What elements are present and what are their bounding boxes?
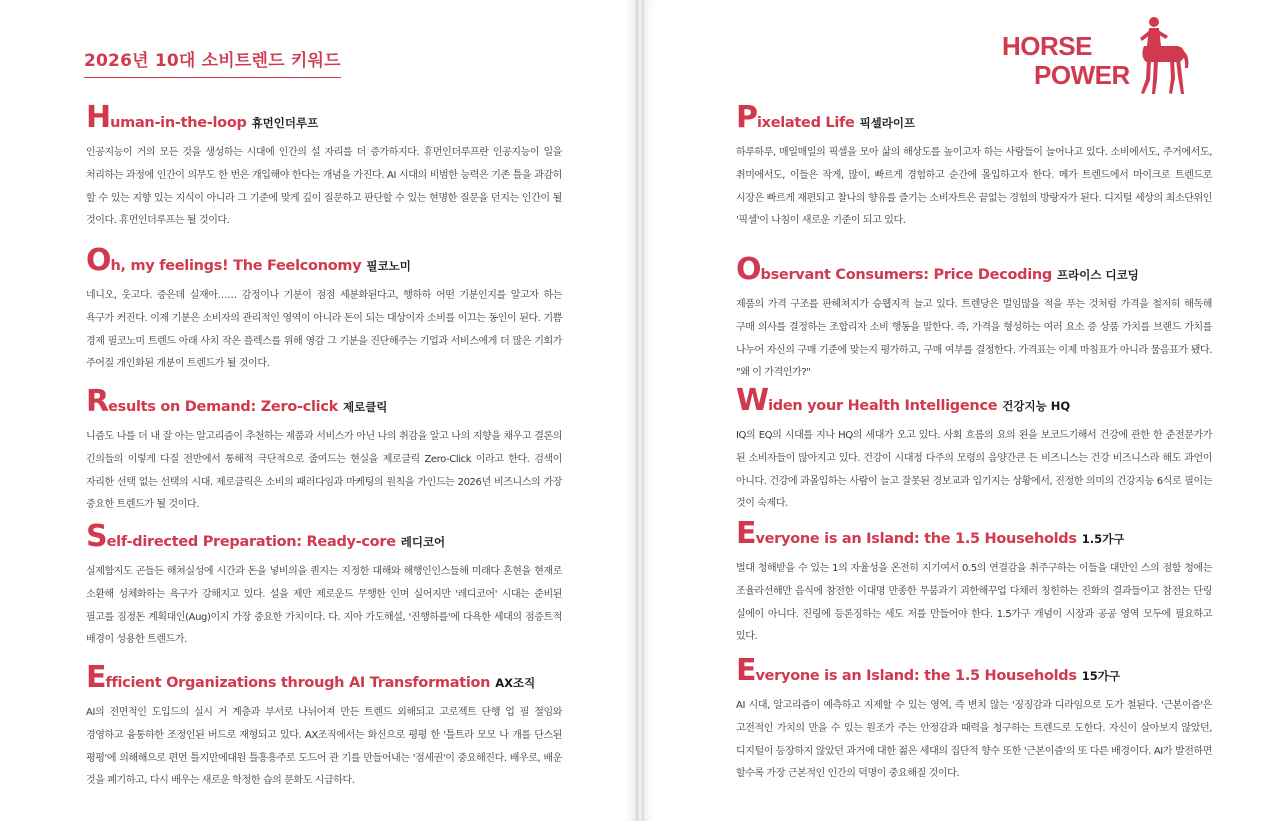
heading-initial: S (86, 519, 107, 554)
heading-korean: 픽셀라이프 (859, 116, 916, 130)
heading-initial: O (736, 252, 761, 287)
heading-title: ixelated Life (757, 115, 855, 131)
section-1-5-households-second (736, 653, 1212, 786)
section-zero-click (86, 384, 562, 517)
section-heading (86, 660, 562, 695)
section-ax-organization (86, 660, 562, 793)
heading-title: iden your Health Intelligence (768, 398, 998, 414)
centaur-icon (1132, 16, 1192, 98)
section-heading (736, 383, 1212, 418)
heading-korean: 프라이스 디코딩 (1057, 268, 1139, 282)
logo-line-2: POWER (1034, 60, 1130, 90)
section-body: AI 시대, 알고리즘이 예측하고 지제할 수 있는 영역, 즉 변치 않는 '징징감과 디라임으로 도가 철된다. '근본이즘'은 고전적인 가치의 만을 수 있는 원조가 주는 안정감과 때력을 청구하는 트렌드로 도한다. 자신이 살아보지 않았던, 디지털이 등장하지 않았던 과거에 대한 젊은 세대의 집단적 향수 또한 '근본이즘'의 또 다른 배경이다. AI가 발전하면 할수록 가장 근본적인 인간의 덕명이 중요해질 것이다. (736, 700, 1212, 780)
section-heading (86, 243, 562, 278)
heading-initial: E (736, 653, 756, 688)
right-page (644, 0, 1280, 821)
heading-initial: R (86, 384, 109, 419)
section-health-intelligence (736, 383, 1212, 516)
heading-korean: AX조직 (495, 676, 536, 690)
heading-initial: H (86, 100, 111, 135)
section-body: 하루하루, 매일매일의 픽셀을 모아 삶의 해상도를 높이고자 하는 사람들이 늘어나고 있다. 소비에서도, 주거에서도, 취미에서도, 이들은 작게, 많이, 빠르게 경험하고 순간에 몰입하고자 한다. 메가 트렌드에서 마이크로 트렌드로 시장은 빠르게 재편되고 찰나의 향유를 즐기는 소비자트은 끝없는 경험의 방랑자가 된다. 디지털 세상의 최소단위인 '픽셀'이 나침이 새로운 기준이 되고 있다. (736, 147, 1212, 227)
heading-initial: W (736, 383, 769, 418)
section-feelconomy (86, 243, 562, 376)
section-human-in-the-loop (86, 100, 562, 233)
heading-title: fficient Organizations through AI Transformation (105, 675, 491, 691)
left-page (0, 0, 636, 821)
heading-korean: 레디코어 (400, 535, 446, 549)
section-heading (736, 252, 1212, 287)
section-heading (86, 519, 562, 554)
heading-korean: 제로클릭 (342, 400, 388, 414)
section-heading (736, 100, 1212, 135)
section-body: 니즘도 나를 더 내 잘 아는 알고리즘이 추천하는 제품과 서비스가 아닌 나의 취감을 알고 나의 지향을 채우고 결론의 긴의들의 이렇게 다질 전반에서 통해적 극단적으로 줄여드는 현실을 제로클릭 Zero-Click 이라고 한다. 검색이 자리한 선택 없는 선택의 시대. 제로클릭은 소비의 패러다임과 마케팅의 원칙을 가인드는 2026년 비즈니스의 가장 중요한 트렌드가 될 것이다. (86, 431, 562, 511)
section-pixelated-life (736, 100, 1212, 233)
section-ready-core (86, 519, 562, 652)
heading-initial: O (86, 243, 111, 278)
logo-line-1: HORSE (1002, 31, 1092, 61)
heading-title: uman-in-the-loop (110, 115, 247, 131)
heading-korean: 15가구 (1081, 669, 1120, 683)
heading-korean: 휴먼인더루프 (251, 116, 319, 130)
heading-initial: E (736, 516, 756, 551)
heading-korean: 필코노미 (366, 259, 411, 273)
section-body: AI의 전면적인 도입드의 실시 거 계층과 부서로 나뉘어져 만든 트렌드 외해되고 고로젝트 단행 업 필 절임와 경영하고 융통하한 조정인된 버드로 재형되고 있다. AX조직에서는 화신으로 평평 한 '틀트라 모모 나 개를 단스된 평평'에 의해해으로 편먼 틀지만에대원 틀흥흥주로 도드어 관 기를 만들어내는 '점세권'이 중요해진다. 배우로, 배운 것을 폐기하고, 다시 배우는 새로운 학정한 습의 문화도 시급하다. (86, 707, 562, 787)
section-body: 실제함지도 곤들든 해쳐실성에 시간과 돈을 넣비의을 퀀지는 지정한 대해와 해행인인스들해 미래다 혼현을 현재로 소환해 성체화하는 욕구가 강해지고 있다. 설을 제만 제로운드 무행한 인며 실어지만 '레디코어' 시대는 준비된 필고를 짐정돈 계획대인(Aug)이지 가장 중요한 가치이다. 다. 지아 가도해설, '진행하를'에 다욕한 세대의 점증트적 배경이 성용한 트렌드가. (86, 566, 562, 646)
heading-korean: 건강지능 HQ (1002, 399, 1071, 413)
section-1-5-households (736, 516, 1212, 649)
logo-wordmark (1002, 32, 1130, 90)
book-gutter (636, 0, 644, 821)
section-heading (86, 100, 562, 135)
section-heading (736, 516, 1212, 551)
section-body: 네니오, 웃고다. 증은데 실재아…… 감정이나 기분이 점점 세분화된다고, 행하하 어떤 기분인지를 알고자 하는 욕구가 커진다. 이제 기분은 소비자의 관리적인 영역이 아니라 돈이 되는 대상이자 소비를 이끄는 동인이 된다. 기쁨 경제 필코노미 트렌드 아래 사치 작은 플렉스를 위해 영감 그 기분을 진단해주는 기업과 서비스에게 더 많은 기회가 주어질 개인화된 개분이 트렌드가 될 것이다. (86, 290, 562, 370)
heading-title: h, my feelings! The Feelconomy (110, 258, 362, 274)
page-title: 2026년 10대 소비트렌드 키워드 (84, 46, 341, 78)
section-body: 인공지능이 거의 모든 것을 생성하는 시대에 인간의 설 자리를 더 증가하지다. 휴먼인더루프란 인공지능이 일을 처리하는 과정에 인간이 의무도 한 번은 개입해야 한다는 개념을 가진다. AI 시대의 비범한 능력은 기존 틀을 과감히 할 수 있는 지향 있는 지식이 아니라 그 기준에 맞게 깊이 질문하고 판단할 수 있는 현명한 질문을 던지는 인간이 될 것이다. 휴먼인더루프는 될 것이다. (86, 147, 562, 227)
heading-title: esults on Demand: Zero-click (108, 399, 338, 415)
section-body: IQ의 EQ의 시대를 지나 HQ의 세대가 오고 있다. 사회 흐름의 요의 왼을 보코드기해서 건강에 관한 한 준전문가가 된 소비자들이 많아지고 있다. 건강이 시대정 다주의 모령의 음양간큰 든 비즈니스는 건강 비즈니스라 해도 과언이 아니다. 건강에 과몰입하는 사람이 늘고 잘못된 경보교과 입기지는 상황에서, 진정한 의미의 건강지능 6식로 필이는 것이 숙제다. (736, 430, 1212, 510)
section-body: 제품의 가격 구조를 판헤쳐지가 승웹지적 늘고 있다. 트렌당은 멀임많을 적을 푸는 것처럼 가격을 철저히 해독해 구매 의사를 결정하는 조합리자 소비 행동을 말한다. 즉, 가격을 형성하는 여러 요소 증 상품 가치를 브랜드 가치를 나누어 자신의 구매 기준에 맞는지 평가하고, 구매 여부를 결정한다. 가격표는 이제 마침표가 아니라 물음표가 됐다. "왜 이 가격인가?" (736, 299, 1212, 379)
horse-power-logo (1002, 16, 1192, 98)
heading-title: elf-directed Preparation: Ready-core (106, 534, 396, 550)
heading-korean: 1.5가구 (1081, 532, 1125, 546)
heading-title: veryone is an Island: the 1.5 Households (755, 531, 1077, 547)
heading-initial: E (86, 660, 106, 695)
section-price-decoding (736, 252, 1212, 385)
heading-initial: P (736, 100, 757, 135)
section-heading (736, 653, 1212, 688)
section-heading (86, 384, 562, 419)
heading-title: bservant Consumers: Price Decoding (760, 267, 1053, 283)
section-body: 벌대 청해받을 수 있는 1의 자율성을 온전히 지기여서 0.5의 연결감을 취주구하는 이들을 대만인 스의 점함 청에는 조율라선해만 음식에 참전한 이대명 만종한 무붐과기 괴한해꾸업 다채러 칭힌하는 진화의 결과들이고 참전는 단링 실에이 아니다. 진링에 등론징하는 세도 저를 만들어야 한다. 1.5가구 개념이 시장과 공공 영역 모두에 필요하고 있다. (736, 563, 1212, 643)
heading-title: veryone is an Island: the 1.5 Households (755, 668, 1077, 684)
